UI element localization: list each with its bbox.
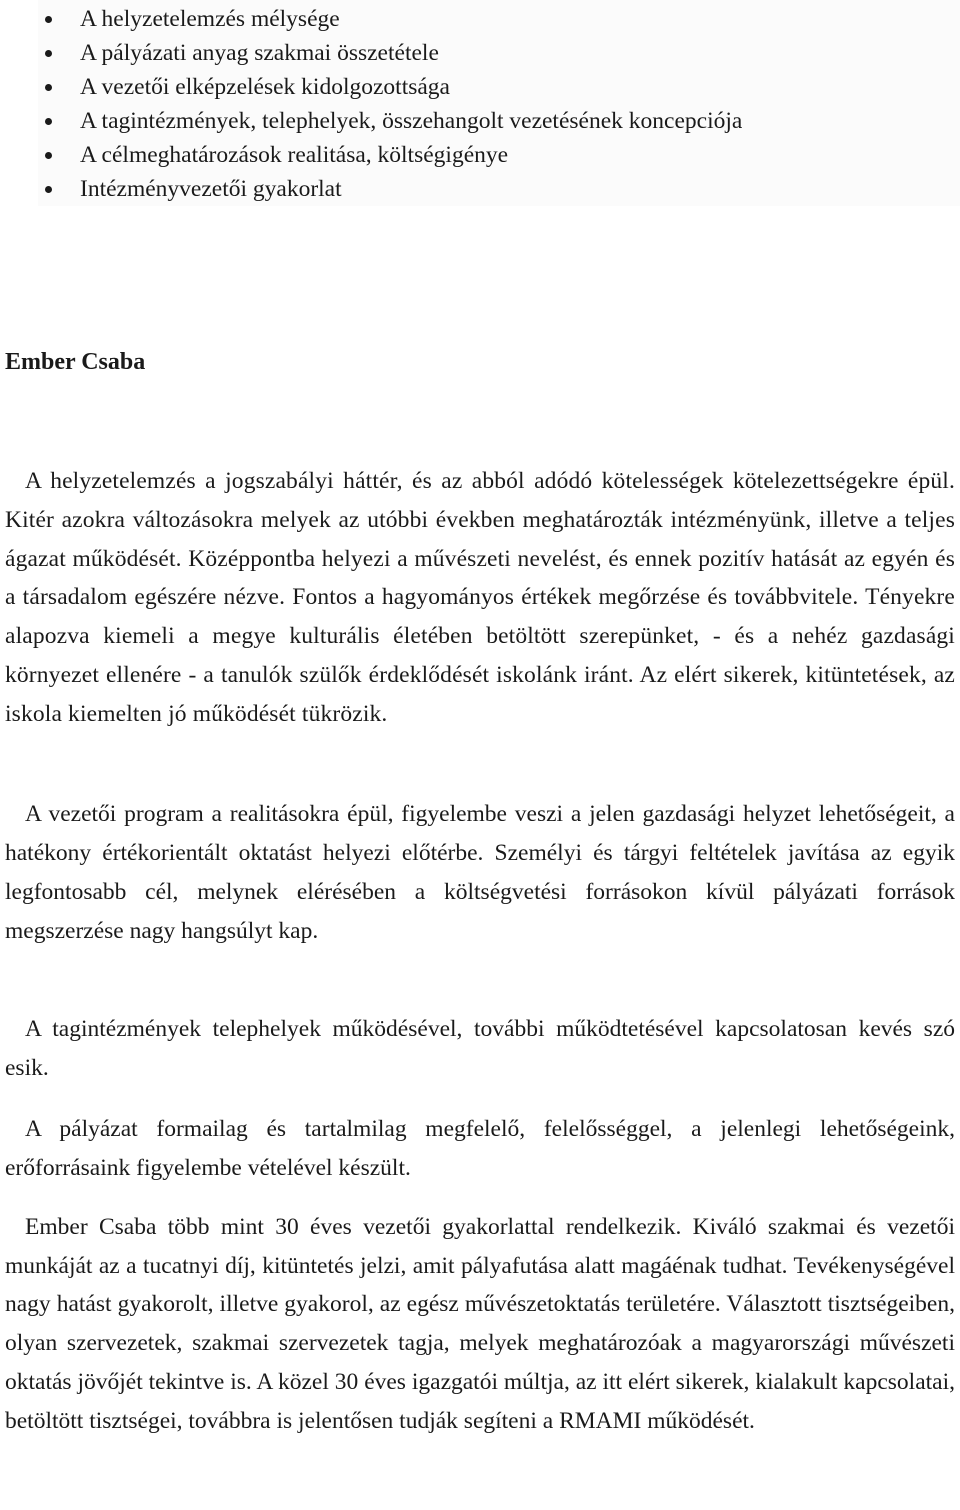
list-item	[38, 104, 960, 138]
evaluation-criteria-list	[38, 0, 960, 206]
experience-paragraph	[5, 1208, 955, 1440]
bullet-icon	[45, 152, 52, 159]
list-item	[38, 172, 960, 206]
bullet-icon	[45, 84, 52, 91]
situation-analysis-paragraph	[5, 462, 955, 734]
paragraph-text: A tagintézmények telephelyek működésével, további működtetésével kapcsolatosan kevés szó esik.	[5, 1016, 955, 1081]
member-institutions-paragraph	[5, 1010, 955, 1088]
reviewer-name-heading: Ember Csaba	[5, 349, 146, 375]
bullet-icon	[45, 16, 52, 23]
bullet-icon	[45, 186, 52, 193]
bullet-icon	[45, 50, 52, 57]
paragraph-text: Ember Csaba több mint 30 éves vezetői gyakorlattal rendelkezik. Kiváló szakmai és vezetői munkáját az a tucatnyi díj, kitüntetés jelzi, amit pályafutása alatt magáénak tudhat. Tevékenységével nagy hatást gyakorolt, illetve gyakorol, az egész művészetoktatás területére. Választott tisztségeiben, olyan szervezetek, szakmai szervezetek tagja, melyek meghatározóak a magyarországi művészeti oktatás jövőjét tekintve is. A közel 30 éves igazgatói múltja, az itt elért sikerek, kialakult kapcsolatai, betöltött tisztségei, továbbra is jelentősen tudják segíteni a RMAMI működését.	[5, 1214, 955, 1434]
criterion-text: A célmeghatározások realitása, költségigénye	[80, 142, 509, 168]
criterion-text: A helyzetelemzés mélysége	[80, 6, 340, 32]
list-item	[38, 138, 960, 172]
criterion-text: A vezetői elképzelések kidolgozottsága	[80, 74, 450, 100]
paragraph-text: A helyzetelemzés a jogszabályi háttér, és az abból adódó kötelességek kötelezettségekre épül. Kitér azokra változásokra melyek az utóbbi években meghatározták intézményünk, illetve a teljes ágazat működését. Középpontba helyezi a művészeti nevelést, és ennek pozitív hatását az egyén és a társadalom egészére nézve. Fontos a hagyományos értékek megőrzése és továbbvitele. Tényekre alapozva kiemeli a megye kulturális életében betöltött szerepünket, - és a nehéz gazdasági környezet ellenére - a tanulók szülők érdeklődését iskolánk iránt. Az elért sikerek, kitüntetések, az iskola kiemelten jó működését tükrözik.	[5, 468, 955, 727]
paragraph-text: A pályázat formailag és tartalmilag megfelelő, felelősséggel, a jelenlegi lehetőségeink, erőforrásaink figyelembe vételével készült.	[5, 1116, 955, 1181]
bullet-icon	[45, 118, 52, 125]
list-item	[38, 70, 960, 104]
criterion-text: A tagintézmények, telephelyek, összehangolt vezetésének koncepciója	[80, 108, 743, 134]
paragraph-text: A vezetői program a realitásokra épül, figyelembe veszi a jelen gazdasági helyzet lehetőségeit, a hatékony értékorientált oktatást helyezi előtérbe. Személyi és tárgyi feltételek javítása az egyik legfontosabb cél, melynek elérésében a költségvetési forrásokon kívül pályázati források megszerzése nagy hangsúlyt kap.	[5, 801, 955, 944]
formal-assessment-paragraph	[5, 1110, 955, 1188]
criterion-text: A pályázati anyag szakmai összetétele	[80, 40, 439, 66]
list-item	[38, 2, 960, 36]
list-item	[38, 36, 960, 70]
leadership-program-paragraph	[5, 795, 955, 951]
criterion-text: Intézményvezetői gyakorlat	[80, 176, 342, 202]
